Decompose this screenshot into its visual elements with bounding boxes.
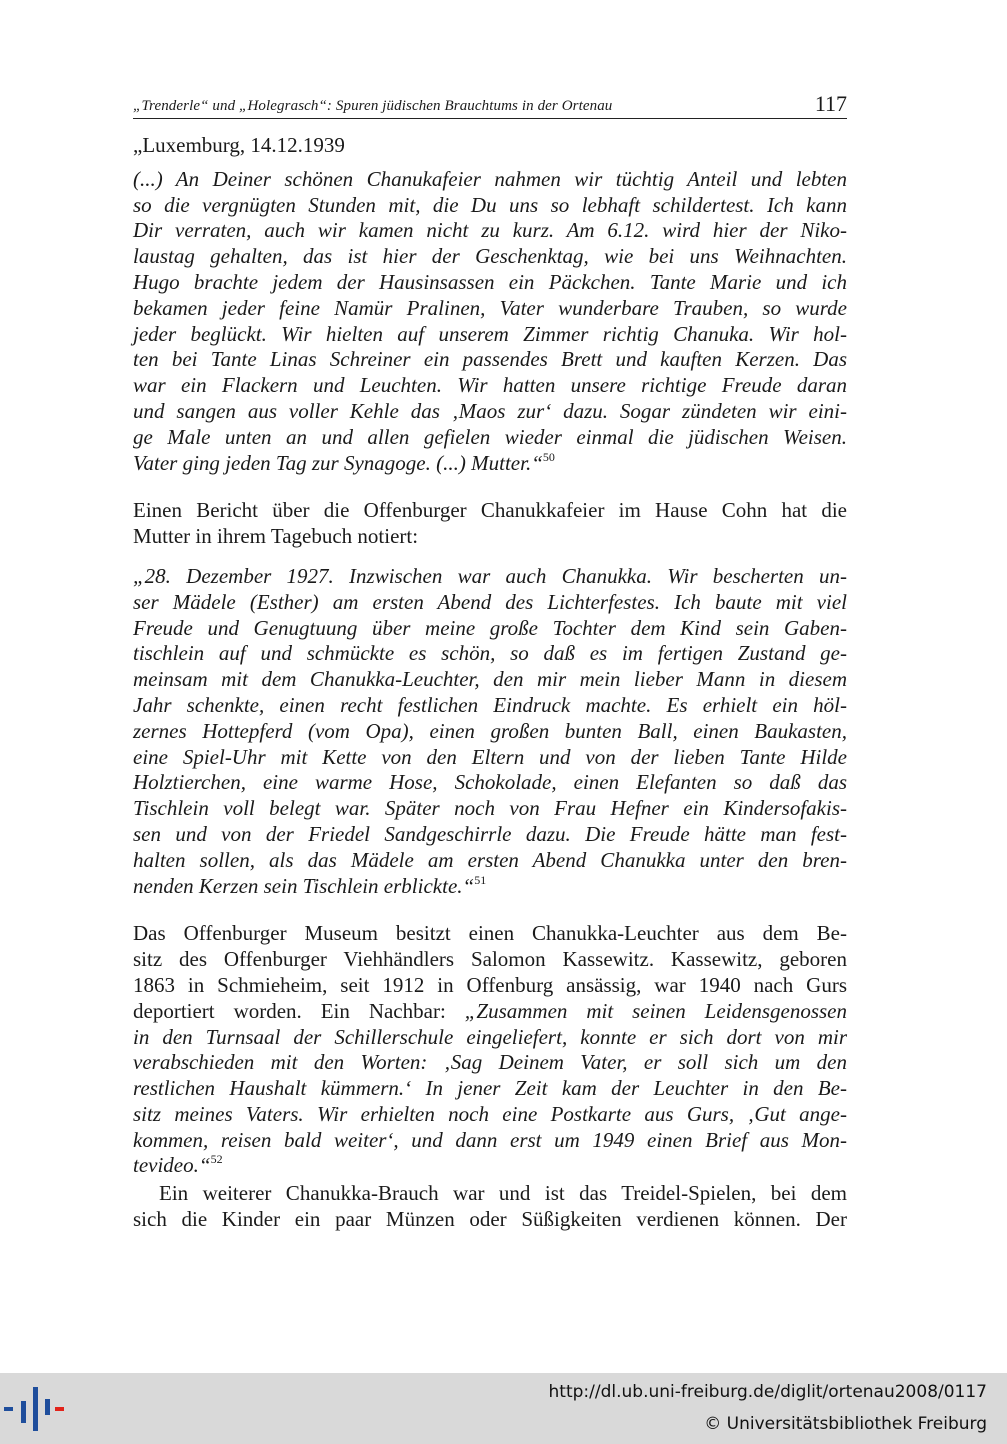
text-line: 1863 in Schmieheim, seit 1912 in Offenburg ansässig, war 1940 nach Gurs — [133, 972, 847, 997]
footer-bar — [0, 1373, 1007, 1444]
text-line: Jahr schenkte, einen recht festlichen Eindruck machte. Es erhielt ein höl- — [133, 692, 847, 717]
text-line: zernes Hottepferd (vom Opa), einen großen bunten Ball, einen Baukasten, — [133, 718, 847, 743]
text-line-mixed: deportiert worden. Ein Nachbar: „Zusammen mit seinen Leidensgenossen — [133, 998, 847, 1023]
text-line: Einen Bericht über die Offenburger Chanukkafeier im Hause Cohn hat die — [133, 498, 847, 523]
footnote-ref: 51 — [474, 872, 487, 887]
text-line: jeder beglückt. Wir hielten auf unserem Zimmer richtig Chanuka. Wir hol- — [133, 321, 847, 346]
text-line: ser Mädele (Esther) am ersten Abend des Lichterfestes. Ich baute mit viel — [133, 589, 847, 614]
text-line: in den Turnsaal der Schillerschule eingeliefert, konnte er sich dort von mir — [133, 1024, 847, 1049]
text-line-last: tevideo.“$^{52}$ — [133, 1152, 223, 1178]
running-title: „Trenderle“ und „Holegrasch“: Spuren jüdischen Brauchtums in der Ortenau — [133, 98, 613, 114]
text-line: so die vergnügten Stunden mit, die Du uns so lebhaft schildertest. Ich kann — [133, 192, 847, 217]
museum-paragraph — [133, 921, 847, 1179]
text-line: halten sollen, als das Mädele am ersten Abend Chanukka unter den bren- — [133, 847, 847, 872]
letter-dateline: „Luxemburg, 14.12.1939 — [133, 133, 345, 157]
footnote-ref: 52 — [210, 1152, 223, 1167]
document-page — [133, 84, 847, 1233]
text-line: Tischlein voll belegt war. Später noch von Frau Hefner ein Kindersofakis- — [133, 796, 847, 821]
text-line: kommen, reisen bald weiter‘, und dann erst um 1949 einen Brief aus Mon- — [133, 1127, 847, 1152]
text-line: restlichen Haushalt kümmern.‘ In jener Zeit kam der Leuchter in den Be- — [133, 1076, 847, 1101]
text-line: Ein weiterer Chanukka-Brauch war und ist das Treidel-Spielen, bei dem — [159, 1181, 847, 1206]
text-line: „28. Dezember 1927. Inzwischen war auch Chanukka. Wir bescherten un- — [133, 563, 847, 588]
text-line-last: nenden Kerzen sein Tischlein erblickte.“$^{51}$ — [133, 872, 487, 898]
text-line: Dir verraten, auch wir kamen nicht zu kurz. Am 6.12. wird hier der Niko- — [133, 218, 847, 243]
text-line: war ein Flackern und Leuchten. Wir hatten unsere richtige Freude daran — [133, 373, 847, 398]
text-line: meinsam mit dem Chanukka-Leuchter, den mir mein lieber Mann in diesem — [133, 667, 847, 692]
source-url-link[interactable]: http://dl.ub.uni-freiburg.de/diglit/ortenau2008/0117 — [548, 1382, 987, 1402]
footnote-ref: 50 — [542, 449, 555, 464]
text-line: sen und von der Friedel Sandgeschirrle dazu. Die Freude hätte man fest- — [133, 821, 847, 846]
text-line: und sangen aus voller Kehle das ‚Maos zur‘ dazu. Sogar zündeten wir eini- — [133, 398, 847, 423]
text-line: ten bei Tante Linas Schreiner ein passendes Brett und kauften Kerzen. Das — [133, 347, 847, 372]
text-line: Hugo brachte jedem der Hausinsassen ein Päckchen. Tante Marie und ich — [133, 269, 847, 294]
text-line: Freude und Genugtuung über meine große Tochter dem Kind sein Gaben- — [133, 615, 847, 640]
treidel-paragraph — [133, 1181, 847, 1233]
text-line: bekamen jeder feine Namür Pralinen, Vater wunderbare Trauben, so wurde — [133, 295, 847, 320]
text-line-last: Vater ging jeden Tag zur Synagoge. (...) Mutter.“$^{50}$ — [133, 449, 555, 475]
text-line: sich die Kinder ein paar Münzen oder Süßigkeiten verdienen können. Der — [133, 1207, 847, 1232]
text-line: verabschieden mit den Worten: ‚Sag Deinem Vater, er soll sich um den — [133, 1050, 847, 1075]
text-line: laustag gehalten, das ist hier der Geschenktag, wie bei uns Weihnachten. — [133, 244, 847, 269]
running-header — [133, 84, 847, 119]
letter-quote — [133, 167, 847, 477]
text-line-last: Mutter in ihrem Tagebuch notiert: — [133, 524, 419, 549]
diary-quote — [133, 564, 847, 899]
text-line: sitz des Offenburger Viehhändlers Salomon Kassewitz. Kassewitz, geboren — [133, 947, 847, 972]
text-line: (...) An Deiner schönen Chanukafeier nahmen wir tüchtig Anteil und lebten — [133, 166, 847, 191]
copyright-notice: © Universitätsbibliothek Freiburg — [704, 1414, 987, 1434]
ub-freiburg-logo-icon — [4, 1387, 64, 1431]
text-line: Das Offenburger Museum besitzt einen Chanukka-Leuchter aus dem Be- — [133, 921, 847, 946]
text-line: Holztierchen, eine warme Hose, Schokolade, einen Elefanten so daß das — [133, 770, 847, 795]
page-number: 117 — [814, 91, 847, 116]
text-line: sitz meines Vaters. Wir erhielten noch eine Postkarte aus Gurs, ‚Gut ange- — [133, 1101, 847, 1126]
text-line: ge Male unten an und allen gefielen wieder einmal die jüdischen Weisen. — [133, 424, 847, 449]
intro-paragraph — [133, 498, 847, 550]
text-line: eine Spiel-Uhr mit Kette von den Eltern und von der lieben Tante Hilde — [133, 744, 847, 769]
text-line: tischlein auf und schmückte es schön, so daß es im fertigen Zustand ge- — [133, 641, 847, 666]
